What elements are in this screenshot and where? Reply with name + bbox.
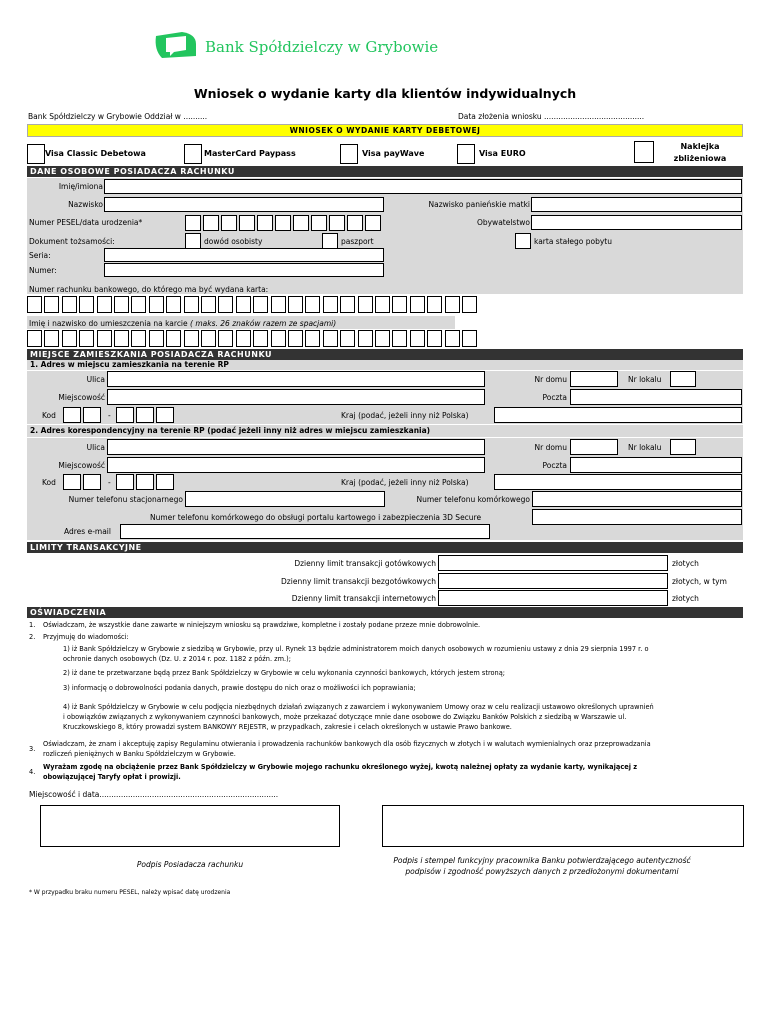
account-digit-cell[interactable] — [131, 296, 146, 313]
post-label-1: Poczta — [542, 393, 567, 402]
page-title: Wniosek o wydanie karty dla klientów indywidualnych — [193, 86, 577, 101]
bank-logo-icon — [152, 30, 202, 60]
street-field-1[interactable] — [107, 371, 485, 387]
account-digit-cell[interactable] — [305, 296, 320, 313]
flat-no-label-1: Nr lokalu — [628, 375, 662, 384]
street-label-2: Ulica — [86, 443, 105, 452]
owner-signature-text: Podpis Posiadacza rachunku — [136, 860, 244, 869]
series-label: Seria: — [29, 251, 51, 260]
pesel-digit-cell[interactable] — [185, 215, 201, 231]
decl-2-4a: 4) iż Bank Spółdzielczy w Grybowie w celu podjęcia niezbędnych działań związanych z zawarciem i wykonywaniem Umowy oraz w celu realizacji ustawowo określonych uprawnień — [63, 703, 654, 711]
house-no-label-1: Nr domu — [534, 375, 567, 384]
code-dash-2: - — [108, 478, 111, 487]
card-name-char-cell[interactable] — [288, 330, 303, 347]
card-name-char-cell[interactable] — [184, 330, 199, 347]
card-name-char-cell[interactable] — [271, 330, 286, 347]
decl-2-text: Przyjmuję do wiadomości: — [43, 633, 129, 641]
postal-code-cell-2[interactable] — [156, 474, 174, 490]
house-no-field-2[interactable] — [570, 439, 618, 455]
card-name-char-cell[interactable] — [218, 330, 233, 347]
card-name-char-cell[interactable] — [236, 330, 251, 347]
account-digit-cell[interactable] — [236, 296, 251, 313]
owner-signature-box[interactable] — [40, 805, 340, 847]
card-name-char-cell[interactable] — [149, 330, 164, 347]
pesel-digit-cell[interactable] — [221, 215, 237, 231]
mastercard-label: MasterCard Paypass — [204, 149, 296, 158]
mobile-label: Numer telefonu komórkowego — [416, 495, 530, 504]
account-digit-cell[interactable] — [149, 296, 164, 313]
flat-no-field-2[interactable] — [670, 439, 696, 455]
card-name-char-cell[interactable] — [166, 330, 181, 347]
card-name-char-cell[interactable] — [97, 330, 112, 347]
passport-checkbox[interactable] — [322, 233, 338, 249]
surname-field[interactable] — [104, 197, 384, 212]
footnote: * W przypadku braku numeru PESEL, należy wpisać datę urodzenia — [29, 889, 231, 896]
postal-code-cell-1[interactable] — [136, 407, 154, 423]
account-digit-cell[interactable] — [323, 296, 338, 313]
flat-no-field-1[interactable] — [670, 371, 696, 387]
bank-signature-box[interactable] — [382, 805, 744, 847]
residence-section-header: MIEJSCE ZAMIESZKANIA POSIADACZA RACHUNKU — [27, 349, 743, 360]
decl-1-num: 1. — [29, 621, 36, 629]
post-field-1[interactable] — [570, 389, 742, 405]
card-name-char-cell[interactable] — [62, 330, 77, 347]
pesel-digit-cell[interactable] — [239, 215, 255, 231]
branch-label: Bank Spółdzielczy w Grybowie Oddział w .......... — [28, 112, 208, 121]
card-name-char-cell[interactable] — [323, 330, 338, 347]
decl-2-3: 3) informację o dobrowolności podania danych, prawie dostępu do nich oraz o możliwości ich poprawiania; — [63, 684, 416, 692]
bank-logo — [152, 30, 202, 64]
decl-1-text: Oświadczam, że wszystkie dane zawarte w niniejszym wniosku są prawdziwe, kompletne i zostały podane przeze mnie dobrowolnie. — [43, 621, 481, 629]
country-label-1: Kraj (podać, jeżeli inny niż Polska) — [341, 411, 469, 420]
city-field-1[interactable] — [107, 389, 485, 405]
date-label: Data złożenia wniosku .......................................... — [458, 112, 645, 121]
citizenship-field[interactable] — [531, 215, 742, 230]
postal-code-cell-2[interactable] — [136, 474, 154, 490]
declarations-section-header: OŚWIADCZENIA — [27, 607, 743, 618]
pesel-digit-cell[interactable] — [365, 215, 381, 231]
pesel-digit-cell[interactable] — [311, 215, 327, 231]
cashless-limit-field[interactable] — [438, 573, 668, 589]
decl-2-2: 2) iż dane te przetwarzane będą przez Bank Spółdzielczy w Grybowie w celu wykonania czynności bankowych, których jestem stroną; — [63, 669, 505, 677]
decl-4-num: 4. — [29, 768, 36, 776]
account-digit-cell[interactable] — [166, 296, 181, 313]
personal-section-header: DANE OSOBOWE POSIADACZA RACHUNKU — [27, 166, 743, 177]
decl-3b: rozliczeń pieniężnych w Banku Spółdzielczym w Grybowie. — [43, 750, 236, 758]
code-label-2: Kod — [42, 478, 56, 487]
first-names-field[interactable] — [104, 179, 742, 194]
id-card-label: dowód osobisty — [204, 237, 263, 246]
card-name-char-cell[interactable] — [253, 330, 268, 347]
place-date-label: Miejscowość i data........................................................................... — [29, 790, 279, 799]
card-name-char-cell[interactable] — [114, 330, 129, 347]
residence-sub2: 2. Adres korespondencyjny na terenie RP (podać jeżeli inny niż adres w miejscu zamieszkania) — [27, 425, 743, 437]
number-field[interactable] — [104, 263, 384, 277]
id-doc-label: Dokument tożsamości: — [29, 237, 115, 246]
citizenship-label: Obywatelstwo — [476, 218, 530, 227]
passport-label: paszport — [341, 237, 374, 246]
decl-2-num: 2. — [29, 633, 36, 641]
account-digit-cell[interactable] — [392, 296, 407, 313]
internet-limit-unit: złotych — [672, 594, 699, 603]
decl-2-1a: 1) iż Bank Spółdzielczy w Grybowie z siedzibą w Grybowie, przy ul. Rynek 13 będzie administratorem moich danych osobowych w rozumieniu ustawy z dnia 29 sierpnia 1997 r. o — [63, 645, 649, 653]
card-name-char-cell[interactable] — [445, 330, 460, 347]
decl-2-4c: Kruczkowskiego 8, który prowadzi system BANKOWY REJESTR, w przypadkach, zakresie i celach określonych w ustawie Prawo bankowe. — [63, 723, 512, 731]
visa-euro-label: Visa EURO — [479, 149, 526, 158]
street-field-2[interactable] — [107, 439, 485, 455]
account-digit-cell[interactable] — [253, 296, 268, 313]
pesel-digit-cell[interactable] — [257, 215, 273, 231]
pesel-digit-cell[interactable] — [347, 215, 363, 231]
card-name-char-cell[interactable] — [462, 330, 477, 347]
card-name-char-cell[interactable] — [201, 330, 216, 347]
card-name-char-cell[interactable] — [358, 330, 373, 347]
postal-code-cell-1[interactable] — [116, 407, 134, 423]
postal-code-cell-2[interactable] — [63, 474, 81, 490]
decl-4a: Wyrażam zgodę na obciążenie przez Bank Spółdzielczy w Grybowie mojego rachunku określonego wyżej, kwotą należnej opłaty za wydanie karty, wynikającej z — [43, 763, 638, 771]
street-label-1: Ulica — [86, 375, 105, 384]
card-name-char-cell[interactable] — [305, 330, 320, 347]
bank-signature-label-1: Podpis i stempel funkcyjny pracownika Banku potwierdzającego autentyczność — [393, 856, 691, 865]
visa-classic-label: Visa Classic Debetowa — [45, 149, 146, 158]
country-label-2: Kraj (podać, jeżeli inny niż Polska) — [341, 478, 469, 487]
postal-code-cell-1[interactable] — [156, 407, 174, 423]
pesel-label: Numer PESEL/data urodzenia* — [29, 218, 143, 227]
house-no-label-2: Nr domu — [534, 443, 567, 452]
sticker-label: Naklejka zbliżeniowa — [673, 142, 727, 163]
card-name-label-text: Imię i nazwisko do umieszczenia na karcie — [29, 319, 188, 328]
card-name-char-cell[interactable] — [392, 330, 407, 347]
limits-section-header: LIMITY TRANSAKCYJNE — [27, 542, 743, 553]
mobile-field[interactable] — [532, 491, 742, 507]
visa-paywave-label: Visa payWave — [362, 149, 425, 158]
maiden-name-label: Nazwisko panieńskie matki — [428, 200, 530, 209]
account-digit-cell[interactable] — [114, 296, 129, 313]
landline-field[interactable] — [185, 491, 385, 507]
pesel-digit-cell[interactable] — [275, 215, 291, 231]
bank-signature-label-2: podpisów i zgodność powyższych danych z przedłożonymi dokumentami — [405, 867, 679, 876]
account-digit-cell[interactable] — [44, 296, 59, 313]
cash-limit-unit: złotych — [672, 559, 699, 568]
visa-paywave-checkbox[interactable] — [340, 144, 358, 164]
postal-code-cell-2[interactable] — [83, 474, 101, 490]
card-name-char-cell[interactable] — [410, 330, 425, 347]
account-digit-cell[interactable] — [445, 296, 460, 313]
number-label: Numer: — [29, 266, 57, 275]
cash-limit-field[interactable] — [438, 555, 668, 571]
account-digit-cell[interactable] — [62, 296, 77, 313]
card-name-label — [29, 319, 336, 328]
account-digit-cell[interactable] — [27, 296, 42, 313]
country-field-2[interactable] — [494, 474, 742, 490]
account-digit-cell[interactable] — [218, 296, 233, 313]
card-name-char-cell[interactable] — [27, 330, 42, 347]
email-label: Adres e-mail — [64, 527, 111, 536]
pesel-digit-cell[interactable] — [293, 215, 309, 231]
card-name-char-cell[interactable] — [131, 330, 146, 347]
card-name-note: ( maks. 26 znaków razem ze spacjami) — [190, 319, 337, 328]
email-field[interactable] — [120, 524, 490, 539]
owner-signature-label — [40, 860, 340, 869]
decl-3-num: 3. — [29, 745, 36, 753]
post-label-2: Poczta — [542, 461, 567, 470]
pesel-digit-cell[interactable] — [329, 215, 345, 231]
cashless-limit-label: Dzienny limit transakcji bezgotówkowych — [281, 577, 436, 586]
account-digit-cell[interactable] — [462, 296, 477, 313]
city-label-2: Miejscowość — [58, 461, 105, 470]
decl-2-4b: i obowiązków związanych z wykonywaniem czynności bankowych, może przekazać dotyczące mnie dane osobowe do Związku Banków Polskich z siedzibą w Warszawie ul. — [63, 713, 627, 721]
card-name-char-cell[interactable] — [340, 330, 355, 347]
account-digit-cell[interactable] — [427, 296, 442, 313]
mobile-3ds-label: Numer telefonu komórkowego do obsługi portalu kartowego i zabezpieczenia 3D Secure — [150, 513, 482, 522]
postal-code-cell-1[interactable] — [83, 407, 101, 423]
decl-3a: Oświadczam, że znam i akceptuję zapisy Regulaminu otwierania i prowadzenia rachunków bankowych dla osób fizycznych w złotych i w walutach wymienialnych oraz przeprowadzania — [43, 740, 651, 748]
residence-card-checkbox[interactable] — [515, 233, 531, 249]
internet-limit-field[interactable] — [438, 590, 668, 606]
first-names-label: Imię/imiona — [58, 182, 103, 191]
maiden-name-field[interactable] — [531, 197, 742, 212]
account-digit-cell[interactable] — [97, 296, 112, 313]
code-dash-1: - — [108, 411, 111, 420]
mastercard-checkbox[interactable] — [184, 144, 202, 164]
account-digit-cell[interactable] — [375, 296, 390, 313]
account-digit-cell[interactable] — [288, 296, 303, 313]
mobile-3ds-field[interactable] — [532, 509, 742, 525]
account-digit-cell[interactable] — [184, 296, 199, 313]
visa-euro-checkbox[interactable] — [457, 144, 475, 164]
house-no-field-1[interactable] — [570, 371, 618, 387]
cash-limit-label: Dzienny limit transakcji gotówkowych — [294, 559, 436, 568]
postal-code-cell-2[interactable] — [116, 474, 134, 490]
account-digit-cell[interactable] — [79, 296, 94, 313]
country-field-1[interactable] — [494, 407, 742, 423]
card-name-char-cell[interactable] — [79, 330, 94, 347]
bank-name: Bank Spółdzielczy w Grybowie — [205, 38, 439, 56]
visa-classic-checkbox[interactable] — [27, 144, 45, 164]
post-field-2[interactable] — [570, 457, 742, 473]
account-label: Numer rachunku bankowego, do którego ma być wydana karta: — [29, 285, 269, 294]
residence-sub1: 1. Adres w miejscu zamieszkania na terenie RP — [27, 360, 743, 370]
card-type-title: WNIOSEK O WYDANIE KARTY DEBETOWEJ — [289, 126, 481, 135]
id-card-checkbox[interactable] — [185, 233, 201, 249]
internet-limit-label: Dzienny limit transakcji internetowych — [291, 594, 436, 603]
sticker-checkbox[interactable] — [634, 141, 654, 163]
card-name-char-cell[interactable] — [44, 330, 59, 347]
city-label-1: Miejscowość — [58, 393, 105, 402]
residence-card-label: karta stałego pobytu — [534, 237, 612, 246]
card-name-char-cell[interactable] — [375, 330, 390, 347]
surname-label: Nazwisko — [68, 200, 103, 209]
account-digit-cell[interactable] — [201, 296, 216, 313]
account-digit-cell[interactable] — [358, 296, 373, 313]
pesel-digit-cell[interactable] — [203, 215, 219, 231]
cashless-limit-unit: złotych, w tym — [672, 577, 727, 586]
flat-no-label-2: Nr lokalu — [628, 443, 662, 452]
postal-code-cell-1[interactable] — [63, 407, 81, 423]
account-digit-cell[interactable] — [271, 296, 286, 313]
decl-2-1b: ochronie danych osobowych (Dz. U. z 2014 r. poz. 1182 z późn. zm.); — [63, 655, 291, 663]
account-digit-cell[interactable] — [340, 296, 355, 313]
landline-label: Numer telefonu stacjonarnego — [68, 495, 183, 504]
code-label-1: Kod — [42, 411, 56, 420]
decl-4b: obowiązującej Taryfy opłat i prowizji. — [43, 773, 181, 781]
city-field-2[interactable] — [107, 457, 485, 473]
series-field[interactable] — [104, 248, 384, 262]
account-digit-cell[interactable] — [410, 296, 425, 313]
card-name-char-cell[interactable] — [427, 330, 442, 347]
